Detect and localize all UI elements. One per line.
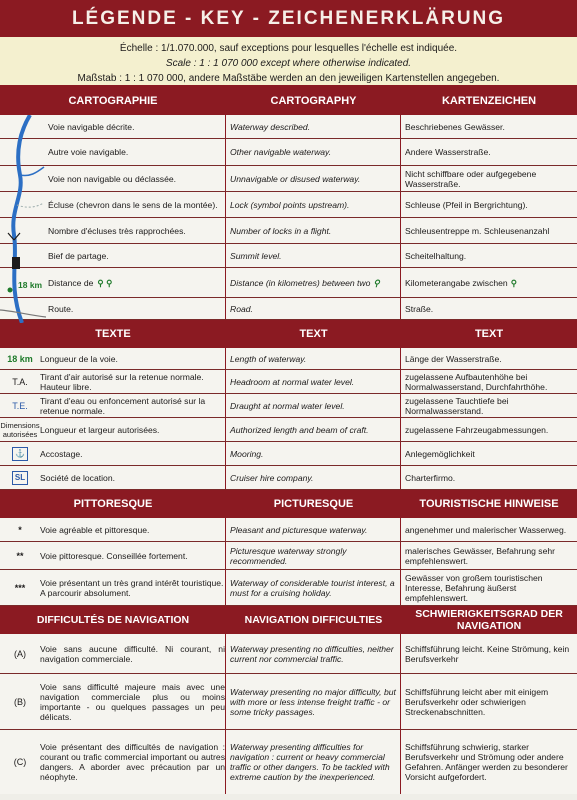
- carto-en: Summit level.: [226, 244, 401, 267]
- hire-company-label: SL: [12, 471, 28, 485]
- diff-header-de: SCHWIERIGKEITSGRAD DER NAVIGATION: [415, 608, 563, 632]
- carto-header: [0, 87, 577, 115]
- texte-de: Anlegemöglichkeit: [405, 448, 475, 459]
- texte-fr: Longueur de la voie.: [40, 353, 118, 364]
- carto-de: Nicht schiffbare oder aufgegebene Wasserstraße.: [405, 168, 537, 189]
- carto-de: Straße.: [405, 303, 434, 314]
- kilometre-marker-icon: ⚲ ⚲: [97, 277, 113, 288]
- carto-en: Waterway described.: [226, 115, 401, 138]
- carto-de: Kilometerangabe zwischen: [405, 277, 508, 288]
- diff-fr-cell: [0, 674, 226, 729]
- diff-fr: Voie sans difficulté majeure mais avec une navigation commerciale plus ou moins importante - ou quelques passages un peu délicats.: [40, 681, 225, 722]
- texte-en: Headroom at normal water level.: [226, 370, 401, 393]
- diff-section: [0, 634, 577, 794]
- pitto-fr: Voie présentant un très grand intérêt touristique. A parcourir absolument.: [40, 577, 224, 598]
- carto-de: Scheitelhaltung.: [405, 250, 467, 261]
- diff-fr-cell: [0, 634, 226, 673]
- diff-header-fr: DIFFICULTÉS DE NAVIGATION: [36, 614, 190, 626]
- carto-row: [0, 298, 577, 320]
- waterway-map-icon: [0, 115, 46, 323]
- carto-de: Andere Wasserstraße.: [405, 147, 491, 157]
- grade-a-icon: (A): [14, 648, 26, 659]
- carto-header-de: KARTENZEICHEN: [441, 95, 537, 107]
- pitto-en: Waterway of considerable tourist interest, a must for a cruising holiday.: [226, 570, 401, 605]
- pitto-fr-cell: [0, 570, 226, 605]
- scale-note: [0, 37, 577, 87]
- diff-row: [0, 674, 577, 730]
- texte-en: Cruiser hire company.: [226, 466, 401, 489]
- texte-en: Draught at normal water level.: [226, 394, 401, 417]
- texte-header-de: TEXT: [474, 328, 504, 340]
- texte-fr: Tirant d'eau ou enfoncement autorisé sur la retenue normale.: [40, 395, 206, 416]
- carto-row: [0, 192, 577, 218]
- pitto-fr: Voie agréable et pittoresque.: [40, 524, 150, 535]
- anchor-icon: ⚓: [0, 447, 40, 461]
- hire-company-icon: [0, 471, 40, 485]
- carto-en-cell: [226, 268, 401, 297]
- carto-de: Beschriebenes Gewässer.: [405, 121, 505, 132]
- carto-en: Road.: [226, 298, 401, 319]
- texte-section: [0, 348, 577, 490]
- kilometre-marker-icon: ⚲: [373, 277, 380, 288]
- carto-section: [0, 115, 577, 320]
- texte-row: [0, 370, 577, 394]
- texte-de: zugelassene Tauchtiefe bei Normalwasserstand.: [405, 395, 509, 416]
- carto-en: Unnavigable or disused waterway.: [226, 166, 401, 191]
- diff-fr: Voie sans aucune difficulté. Ni courant, ni navigation commerciale.: [40, 643, 225, 664]
- carto-fr: Route.: [0, 298, 226, 319]
- diff-row: [0, 634, 577, 674]
- pitto-en: Pleasant and picturesque waterway.: [226, 518, 401, 541]
- carto-fr: Distance de: [48, 277, 94, 288]
- headroom-icon: T.A.: [12, 376, 28, 387]
- page-title: LÉGENDE - KEY - ZEICHENERKLÄRUNG: [0, 0, 577, 37]
- texte-de: Länge der Wasserstraße.: [405, 353, 502, 364]
- pitto-fr-cell: [0, 518, 226, 541]
- diff-row: [0, 730, 577, 794]
- carto-en: Other navigable waterway.: [226, 139, 401, 165]
- scale-en: Scale : 1 : 1 070 000 except where otherwise indicated.: [165, 58, 412, 69]
- pitto-en: Picturesque waterway strongly recommended.: [226, 542, 401, 569]
- scale-de: Maßstab : 1 : 1 070 000, andere Maßstäbe werden an den jeweiligen Kartenstellen angegeben.: [77, 73, 500, 84]
- texte-de: Charterfirmo.: [405, 472, 456, 483]
- texte-fr-cell: [0, 442, 226, 465]
- dimensions-icon: Dimensions autorisées: [0, 420, 40, 439]
- carto-row: [0, 115, 577, 139]
- texte-en: Mooring.: [226, 442, 401, 465]
- diff-en: Waterway presenting difficulties for navigation : current or heavy commercial traffic or other dangers. To be tackled with extreme caution by the inexperienced.: [226, 730, 401, 794]
- texte-row: [0, 418, 577, 442]
- texte-fr: Société de location.: [40, 472, 116, 483]
- carto-fr: Bief de partage.: [0, 244, 226, 267]
- texte-row: [0, 394, 577, 418]
- carto-en: Number of locks in a flight.: [226, 218, 401, 243]
- carto-header-fr: CARTOGRAPHIE: [68, 95, 158, 107]
- carto-row: [0, 218, 577, 244]
- pitto-de: angenehmer und malerischer Wasserweg.: [405, 524, 567, 535]
- kilometre-marker-icon: ⚲: [510, 277, 518, 288]
- pitto-row: [0, 570, 577, 606]
- texte-row: [0, 442, 577, 466]
- pitto-fr: Voie pittoresque. Conseillée fortement.: [40, 550, 188, 561]
- diff-fr-cell: [0, 730, 226, 794]
- pitto-de: Gewässer von großem touristischen Interesse, Befahrung äußerst empfehlenswert.: [405, 572, 543, 603]
- diff-de: Schiffsführung leicht aber mit einigem Berufsverkehr oder schwierigen Streckenabschnitten.: [405, 686, 549, 717]
- pitto-section: [0, 518, 577, 606]
- diff-de: Schiffsführung leicht. Keine Strömung, kein Berufsverkehr: [405, 643, 570, 664]
- texte-fr-cell: [0, 466, 226, 489]
- carto-en: Distance (in kilometres) between two: [230, 277, 371, 288]
- pitto-header-en: PICTURESQUE: [273, 498, 354, 510]
- carto-row: [0, 268, 577, 298]
- diff-en: Waterway presenting no major difficulty, but with more or less intense freight traffic - or some tricky passages.: [226, 674, 401, 729]
- pitto-de: malerisches Gewässer, Befahrung sehr empfehlenswert.: [405, 545, 555, 566]
- texte-fr-cell: [0, 394, 226, 417]
- carto-en: Lock (symbol points upstream).: [226, 192, 401, 217]
- carto-de: Schleuse (Pfeil in Bergrichtung).: [405, 199, 528, 210]
- texte-fr-cell: [0, 418, 226, 441]
- carto-fr: Nombre d'écluses très rapprochées.: [0, 218, 226, 243]
- carto-header-en: CARTOGRAPHY: [270, 95, 357, 107]
- texte-row: [0, 466, 577, 490]
- pitto-row: [0, 542, 577, 570]
- grade-b-icon: (B): [14, 696, 26, 707]
- grade-c-icon: (C): [13, 757, 27, 767]
- carto-row: [0, 139, 577, 166]
- pitto-header: [0, 490, 577, 518]
- pitto-header-de: TOURISTISCHE HINWEISE: [419, 498, 559, 510]
- carto-fr: Écluse (chevron dans le sens de la montée).: [0, 192, 226, 217]
- carto-row: [0, 244, 577, 268]
- carto-row: [0, 166, 577, 192]
- draught-icon: T.E.: [12, 400, 28, 411]
- texte-fr-cell: [0, 370, 226, 393]
- diff-header: [0, 606, 577, 634]
- distance-label: 18 km: [18, 280, 43, 290]
- carto-de-cell: [401, 268, 577, 297]
- texte-en: Length of waterway.: [226, 348, 401, 369]
- length-icon: 18 km: [7, 353, 33, 364]
- pitto-header-fr: PITTORESQUE: [73, 498, 153, 510]
- texte-fr: Tirant d'air autorisé sur la retenue normale. Hauteur libre.: [40, 371, 204, 392]
- texte-fr: Accostage.: [40, 448, 83, 459]
- scale-fr: Échelle : 1/1.070.000, sauf exceptions pour lesquelles l'échelle est indiquée.: [119, 43, 458, 54]
- texte-en: Authorized length and beam of craft.: [226, 418, 401, 441]
- diff-header-en: NAVIGATION DIFFICULTIES: [244, 614, 383, 626]
- texte-header-en: TEXT: [299, 328, 328, 340]
- texte-header: [0, 320, 577, 348]
- two-stars-icon: **: [16, 550, 24, 561]
- three-stars-icon: ***: [14, 582, 26, 593]
- diff-de: Schiffsführung schwierig, starker Berufsverkehr und Strömung oder andere Gefahren. Anfänger werden zu besonderer Vorsicht aufgefordert.: [405, 742, 568, 782]
- pitto-fr-cell: [0, 542, 226, 569]
- diff-fr: Voie présentant des difficultés de navigation : courant ou trafic commercial important ou autres dangers. A aborder avec précaution par un néophyte.: [40, 742, 225, 782]
- carto-de: Schleusentreppe m. Schleusenanzahl: [405, 225, 550, 236]
- carto-fr: Autre voie navigable.: [0, 139, 226, 165]
- texte-fr-cell: [0, 348, 226, 369]
- one-star-icon: *: [18, 524, 22, 535]
- texte-de: zugelassene Fahrzeugabmessungen.: [405, 424, 549, 435]
- carto-fr: Voie navigable décrite.: [0, 115, 226, 138]
- diff-en: Waterway presenting no difficulties, neither current nor commercial traffic.: [226, 634, 401, 673]
- texte-fr: Longueur et largeur autorisées.: [40, 424, 160, 435]
- texte-row: [0, 348, 577, 370]
- pitto-row: [0, 518, 577, 542]
- texte-header-fr: TEXTE: [95, 328, 131, 340]
- carto-fr: Voie non navigable ou déclassée.: [0, 166, 226, 191]
- texte-de: zugelassene Aufbautenhöhe bei Normalwasserstand, Durchfahrthöhe.: [405, 371, 548, 392]
